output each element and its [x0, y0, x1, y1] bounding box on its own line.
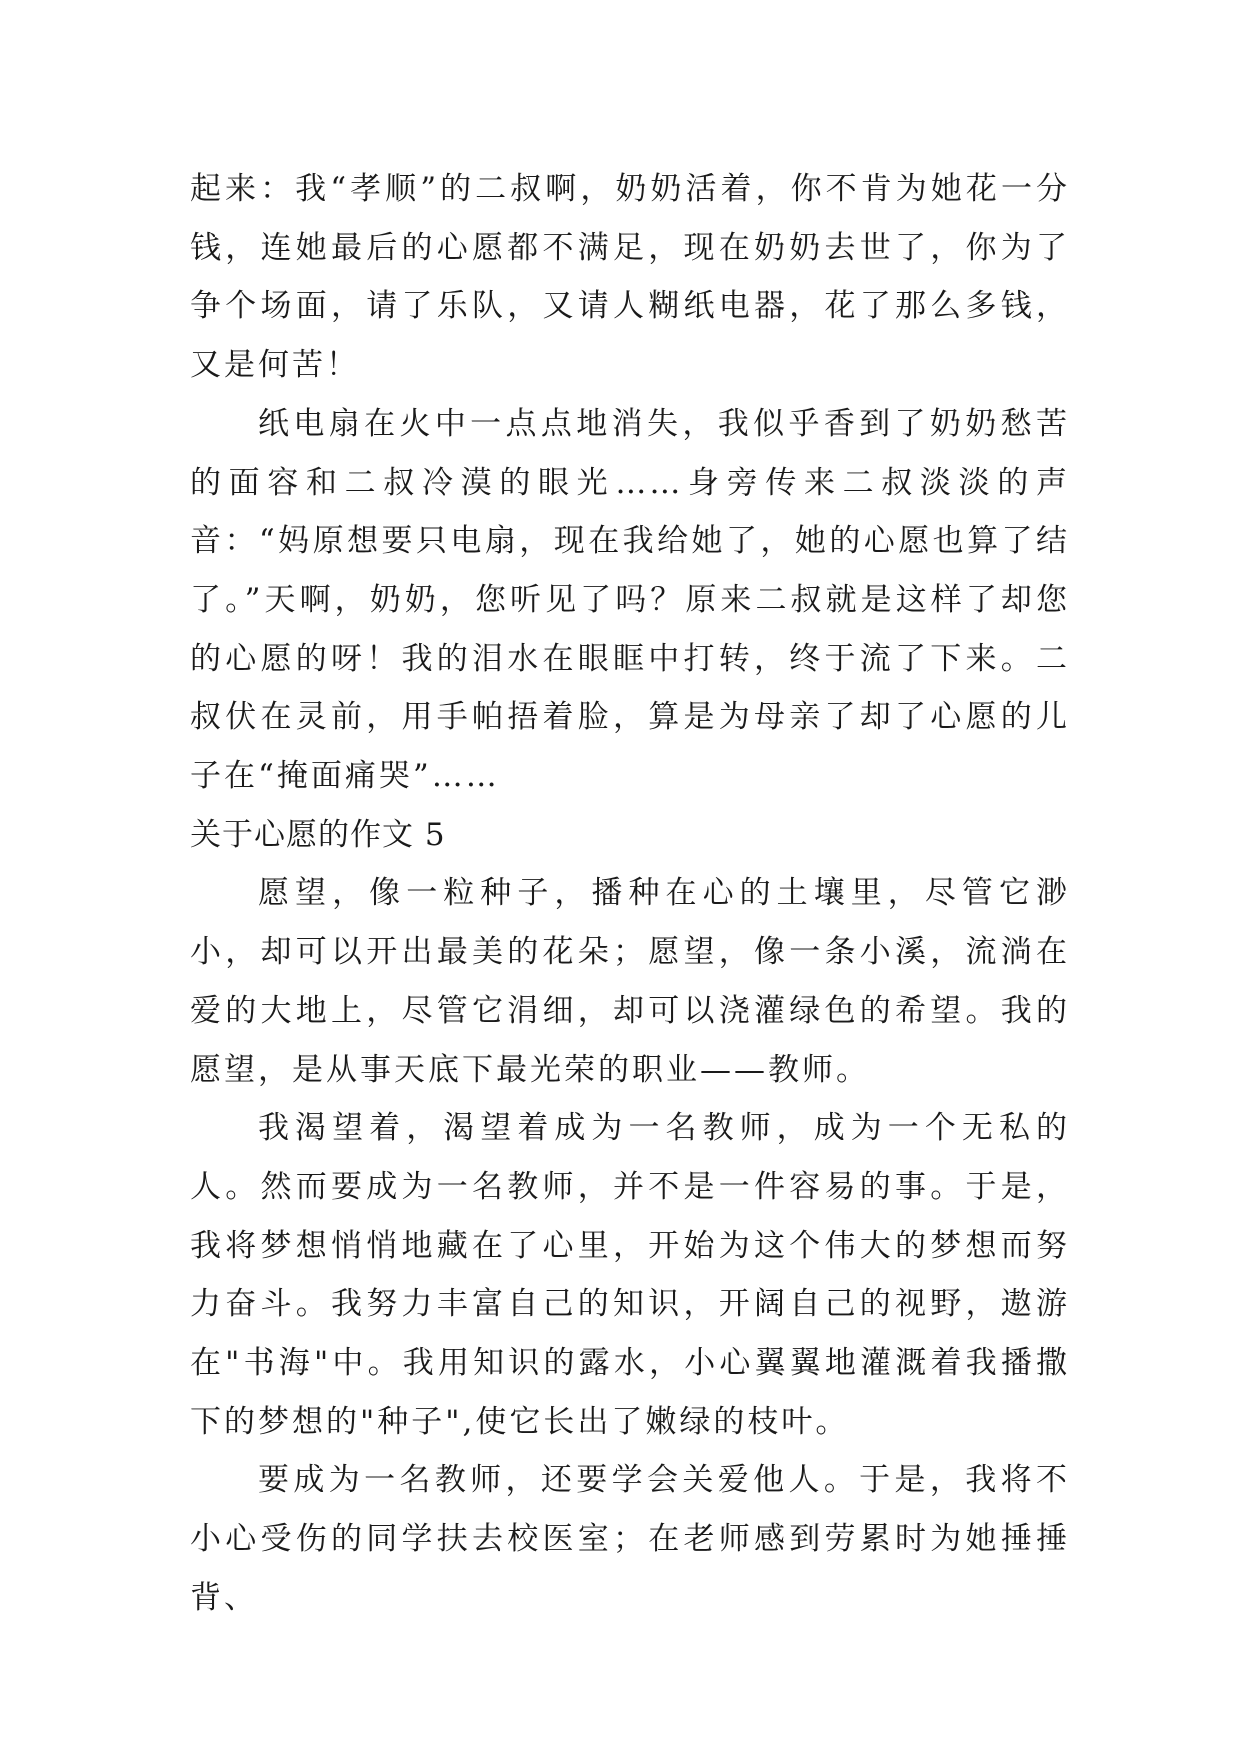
essay-heading: 关于心愿的作文 5 — [190, 816, 446, 853]
document-body — [190, 160, 1070, 1628]
paragraph-4: 我渴望着，渴望着成为一名教师，成为一个无私的人。然而要成为一名教师，并不是一件容易的事。于是，我将梦想悄悄地藏在了心里，开始为这个伟大的梦想而努力奋斗。我努力丰富自己的知识，开阔自己的视野，遨游在"书海"中。我用知识的露水，小心翼翼地灌溉着我播撒下的梦想的"种子",使它长出了嫩绿的枝叶。 — [190, 1110, 1070, 1440]
paragraph-2: 纸电扇在火中一点点地消失，我似乎香到了奶奶愁苦的面容和二叔冷漠的眼光……身旁传来二叔淡淡的声音：“妈原想要只电扇，现在我给她了，她的心愿也算了结了。”天啊，奶奶，您听见了吗？原来二叔就是这样了却您的心愿的呀！我的泪水在眼眶中打转，终于流了下来。二叔伏在灵前，用手帕捂着脸，算是为母亲了却了心愿的儿子在“掩面痛哭”…… — [190, 405, 1070, 795]
paragraph-3: 愿望，像一粒种子，播种在心的土壤里，尽管它渺小，却可以开出最美的花朵；愿望，像一条小溪，流淌在爱的大地上，尽管它涓细，却可以浇灌绿色的希望。我的愿望，是从事天底下最光荣的职业——教师。 — [190, 875, 1070, 1088]
paragraph-5: 要成为一名教师，还要学会关爱他人。于是，我将不小心受伤的同学扶去校医室；在老师感到劳累时为她捶捶背、 — [190, 1462, 1070, 1616]
paragraph-1: 起来：我“孝顺”的二叔啊，奶奶活着，你不肯为她花一分钱，连她最后的心愿都不满足，现在奶奶去世了，你为了争个场面，请了乐队，又请人糊纸电器，花了那么多钱，又是何苦！ — [190, 171, 1070, 384]
